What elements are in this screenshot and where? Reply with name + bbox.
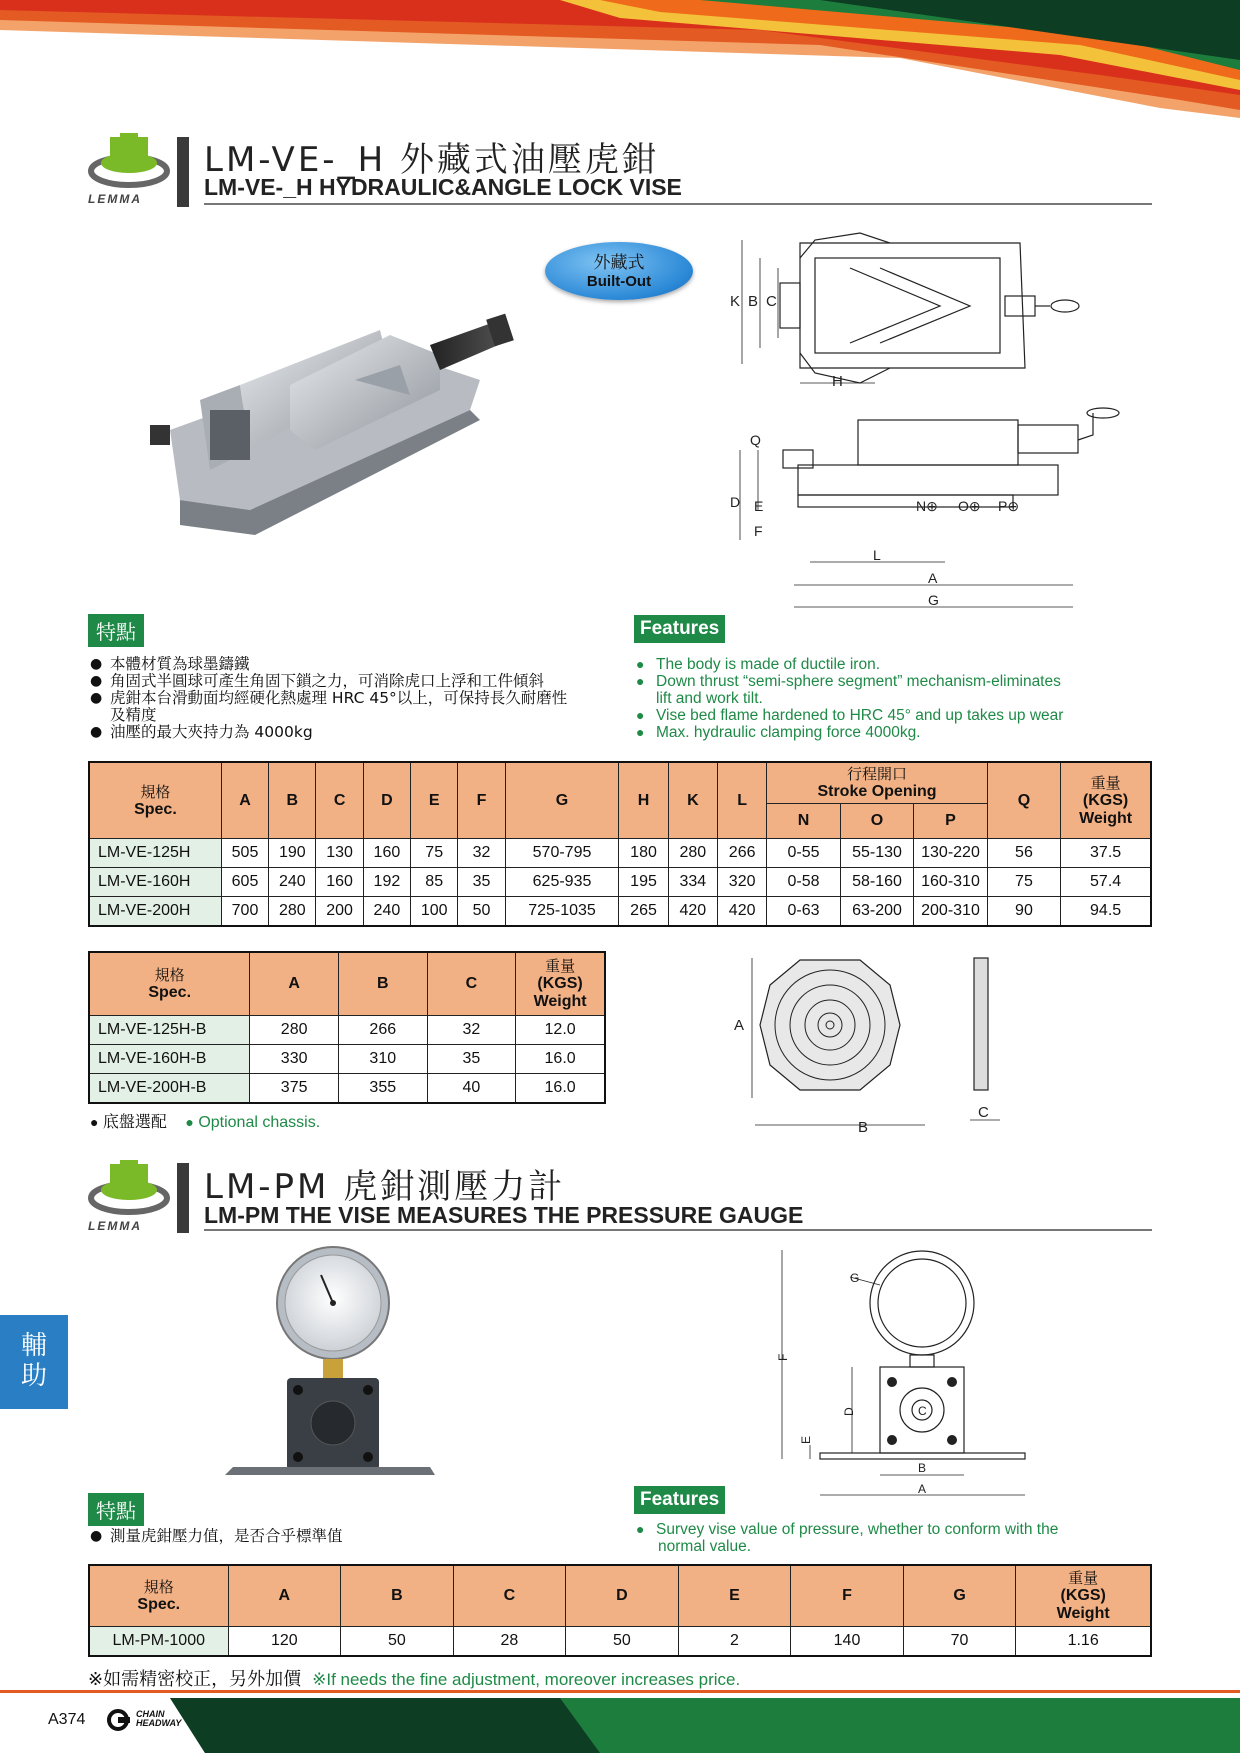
chassis-dim-a: A — [734, 1017, 745, 1034]
weight-header: 重量 (KGS) Weight — [516, 952, 605, 1016]
gauge-dim-e: E — [799, 1435, 813, 1444]
table-cell: 120 — [228, 1627, 341, 1657]
table-cell: 505 — [221, 839, 268, 868]
dim-label-l: L — [873, 547, 881, 563]
feature-cn-item: ● 油壓的最大夾持力為 4000kg — [90, 724, 630, 741]
table-cell: 50 — [566, 1627, 679, 1657]
stroke-opening-header: 行程開口 Stroke Opening — [767, 762, 987, 804]
table-cell: 375 — [250, 1074, 339, 1104]
table-cell: 355 — [338, 1074, 427, 1104]
dim-label-b: B — [748, 293, 759, 310]
col-header: O — [840, 804, 913, 839]
dim-label-p: P⊕ — [998, 498, 1020, 514]
col-header: N — [767, 804, 840, 839]
spec-header: 規格 Spec. — [89, 762, 221, 839]
table-cell: 0-58 — [767, 868, 840, 897]
gauge-dim-d: D — [842, 1407, 856, 1416]
gauge-dim-g: G — [850, 1271, 860, 1285]
side-category-tab: 輔 助 — [0, 1315, 68, 1409]
table-cell: 100 — [411, 897, 458, 927]
vise-top-view-drawing — [720, 228, 1100, 398]
page-number: A374 — [48, 1711, 86, 1728]
table-cell: 0-63 — [767, 897, 840, 927]
table-cell: 35 — [427, 1045, 516, 1074]
gauge-dim-f: F — [776, 1353, 790, 1361]
feature-cn-item: ● 角固式半圓球可產生角固下鎖之力，可消除虎口上浮和工件傾斜 — [90, 673, 630, 690]
chassis-note: ● 底盤選配 ● Optional chassis. — [90, 1112, 321, 1131]
col-header: E — [411, 762, 458, 839]
weight-header: 重量 (KGS) Weight — [1061, 762, 1151, 839]
table-cell: 240 — [363, 897, 410, 927]
table-cell: 180 — [619, 839, 668, 868]
col-header: C — [316, 762, 363, 839]
gauge-dim-b: B — [918, 1461, 927, 1475]
feature-en-item-cont: normal value. — [658, 1538, 752, 1555]
chassis-spec-table — [88, 951, 606, 1104]
section-bar — [177, 137, 189, 207]
dim-label-e: E — [754, 498, 764, 514]
gauge-dim-a: A — [918, 1482, 927, 1496]
section-rule — [204, 203, 1152, 205]
chassis-dim-b: B — [858, 1119, 869, 1136]
section1-title-en: LM-VE-_H HYDRAULIC&ANGLE LOCK VISE — [204, 174, 682, 200]
table-cell: 420 — [668, 897, 717, 927]
row-spec-name: LM-VE-200H — [89, 897, 221, 927]
feature-en-item: ● The body is made of ductile iron. — [636, 656, 1156, 673]
table-cell: 320 — [718, 868, 767, 897]
table-row — [89, 839, 1151, 868]
table-cell: 16.0 — [516, 1074, 605, 1104]
table-cell: 75 — [411, 839, 458, 868]
table-cell: 70 — [903, 1627, 1016, 1657]
table-cell: 50 — [341, 1627, 454, 1657]
dim-label-a: A — [928, 570, 938, 586]
section2-title-en: LM-PM THE VISE MEASURES THE PRESSURE GAUGE — [204, 1202, 804, 1228]
table-cell: 28 — [453, 1627, 566, 1657]
row-spec-name: LM-VE-125H — [89, 839, 221, 868]
table-row — [89, 1045, 605, 1074]
col-header: B — [269, 762, 316, 839]
section1-title-cn: LM-VE-_H 外藏式油壓虎鉗 — [204, 140, 659, 180]
dim-label-g: G — [928, 592, 939, 608]
table-cell: 280 — [250, 1016, 339, 1045]
table-cell: 160-310 — [914, 868, 987, 897]
top-banner — [0, 0, 1240, 120]
table-cell: 266 — [338, 1016, 427, 1045]
table-cell: 280 — [668, 839, 717, 868]
table-cell: 130 — [316, 839, 363, 868]
table-cell: 195 — [619, 868, 668, 897]
feature-cn-item: ● 虎鉗本台滑動面均經硬化熱處理 HRC 45°以上，可保持長久耐磨性 — [90, 690, 630, 707]
vise-product-image — [140, 310, 570, 560]
dim-label-c: C — [766, 293, 777, 310]
price-note: ※如需精密校正，另外加價 ※If needs the fine adjustment, moreover increases price. — [88, 1669, 741, 1690]
lemma-logo-text: LEMMA — [88, 1219, 142, 1233]
table-cell: 625-935 — [505, 868, 619, 897]
table-cell: 0-55 — [767, 839, 840, 868]
table-row — [89, 1074, 605, 1104]
col-header: Q — [987, 762, 1060, 839]
section-bar — [177, 1163, 189, 1233]
col-header: G — [505, 762, 619, 839]
features-cn-tag: 特點 — [88, 614, 144, 647]
badge-cn: 外藏式 — [593, 253, 645, 273]
table-cell: 130-220 — [914, 839, 987, 868]
vise-side-view-drawing — [728, 415, 1128, 615]
table-cell: 32 — [458, 839, 505, 868]
dim-label-o: O⊕ — [958, 498, 981, 514]
col-header: A — [228, 1565, 341, 1627]
section-rule — [204, 1229, 1152, 1231]
lemma-logo-text: LEMMA — [88, 192, 142, 206]
spec-header: 規格 Spec. — [89, 952, 250, 1016]
feature-en-item-cont: lift and work tilt. — [656, 690, 763, 707]
table-cell: 16.0 — [516, 1045, 605, 1074]
table-row — [89, 897, 1151, 927]
dim-label-d: D — [730, 494, 741, 510]
col-header: D — [363, 762, 410, 839]
chassis-drawing — [734, 955, 1010, 1136]
table-cell: 40 — [427, 1074, 516, 1104]
table-cell: 58-160 — [840, 868, 913, 897]
col-header: C — [427, 952, 516, 1016]
feature-en-item: ● Vise bed flame hardened to HRC 45° and up takes up wear — [636, 707, 1156, 724]
table-cell: 330 — [250, 1045, 339, 1074]
dim-label-n: N⊕ — [916, 498, 938, 514]
col-header: B — [341, 1565, 454, 1627]
row-spec-name: LM-VE-160H-B — [89, 1045, 250, 1074]
col-header: F — [458, 762, 505, 839]
section2-title-cn: LM-PM 虎鉗測壓力計 — [204, 1167, 566, 1207]
row-spec-name: LM-PM-1000 — [89, 1627, 228, 1657]
col-header: P — [914, 804, 987, 839]
table-cell: 57.4 — [1061, 868, 1151, 897]
weight-header: 重量 (KGS) Weight — [1016, 1565, 1151, 1627]
table-cell: 56 — [987, 839, 1060, 868]
table-cell: 32 — [427, 1016, 516, 1045]
table-row — [89, 1627, 1151, 1657]
table-cell: 700 — [221, 897, 268, 927]
chassis-dim-c: C — [978, 1104, 989, 1121]
col-header: D — [566, 1565, 679, 1627]
col-header: G — [903, 1565, 1016, 1627]
feature-cn-item-cont: 及精度 — [110, 706, 157, 724]
col-header: K — [668, 762, 717, 839]
badge-en: Built-Out — [586, 273, 652, 290]
pressure-gauge-image — [225, 1245, 445, 1480]
table-cell: 85 — [411, 868, 458, 897]
col-header: L — [718, 762, 767, 839]
features-en-tag: Features — [634, 1486, 725, 1514]
features-en-list — [636, 1521, 1156, 1555]
col-header: A — [221, 762, 268, 839]
table-cell: 190 — [269, 839, 316, 868]
feature-cn-item: ● 本體材質為球墨鑄鐵 — [90, 656, 630, 673]
table-cell: 570-795 — [505, 839, 619, 868]
spec-header: 規格 Spec. — [89, 1565, 228, 1627]
col-header: E — [678, 1565, 791, 1627]
feature-cn-item: ● 測量虎鉗壓力值，是否合乎標準值 — [90, 1528, 610, 1545]
pressure-gauge-drawing — [770, 1245, 1030, 1505]
table-cell: 160 — [316, 868, 363, 897]
features-cn-tag: 特點 — [88, 1493, 144, 1526]
col-header: F — [791, 1565, 904, 1627]
table-row — [89, 1016, 605, 1045]
table-cell: 334 — [668, 868, 717, 897]
features-en-list — [636, 656, 1156, 741]
features-cn-list — [90, 656, 630, 741]
feature-en-item: ● Down thrust “semi-sphere segment” mechanism-eliminates — [636, 673, 1156, 690]
built-out-badge — [545, 242, 693, 300]
feature-en-item: ● Max. hydraulic clamping force 4000kg. — [636, 724, 1156, 741]
table-cell: 200 — [316, 897, 363, 927]
chain-headway-logo: CHAIN HEADWAY — [106, 1708, 188, 1732]
table-cell: 140 — [791, 1627, 904, 1657]
feature-en-item: ● Survey vise value of pressure, whether to conform with the — [636, 1521, 1156, 1538]
table-cell: 266 — [718, 839, 767, 868]
table-cell: 725-1035 — [505, 897, 619, 927]
table-cell: 1.16 — [1016, 1627, 1151, 1657]
table-cell: 75 — [987, 868, 1060, 897]
col-header: B — [338, 952, 427, 1016]
table-cell: 240 — [269, 868, 316, 897]
table-cell: 192 — [363, 868, 410, 897]
dim-label-f: F — [754, 523, 763, 539]
col-header: C — [453, 1565, 566, 1627]
gauge-spec-table — [88, 1564, 1152, 1657]
table-cell: 50 — [458, 897, 505, 927]
col-header: H — [619, 762, 668, 839]
features-cn-list — [90, 1528, 610, 1545]
row-spec-name: LM-VE-160H — [89, 868, 221, 897]
table-cell: 200-310 — [914, 897, 987, 927]
dim-label-h: H — [832, 373, 843, 390]
features-en-tag: Features — [634, 615, 725, 643]
table-cell: 55-130 — [840, 839, 913, 868]
table-cell: 2 — [678, 1627, 791, 1657]
row-spec-name: LM-VE-125H-B — [89, 1016, 250, 1045]
table-cell: 605 — [221, 868, 268, 897]
table-cell: 310 — [338, 1045, 427, 1074]
table-cell: 35 — [458, 868, 505, 897]
dim-label-q: Q — [750, 432, 761, 448]
table-cell: 37.5 — [1061, 839, 1151, 868]
table-cell: 265 — [619, 897, 668, 927]
table-cell: 63-200 — [840, 897, 913, 927]
table-row — [89, 868, 1151, 897]
gauge-dim-c: C — [918, 1404, 927, 1418]
table-cell: 94.5 — [1061, 897, 1151, 927]
vise-spec-table — [88, 761, 1152, 927]
table-cell: 280 — [269, 897, 316, 927]
table-cell: 90 — [987, 897, 1060, 927]
dim-label-k: K — [730, 293, 741, 310]
table-cell: 160 — [363, 839, 410, 868]
table-cell: 12.0 — [516, 1016, 605, 1045]
col-header: A — [250, 952, 339, 1016]
table-cell: 420 — [718, 897, 767, 927]
row-spec-name: LM-VE-200H-B — [89, 1074, 250, 1104]
